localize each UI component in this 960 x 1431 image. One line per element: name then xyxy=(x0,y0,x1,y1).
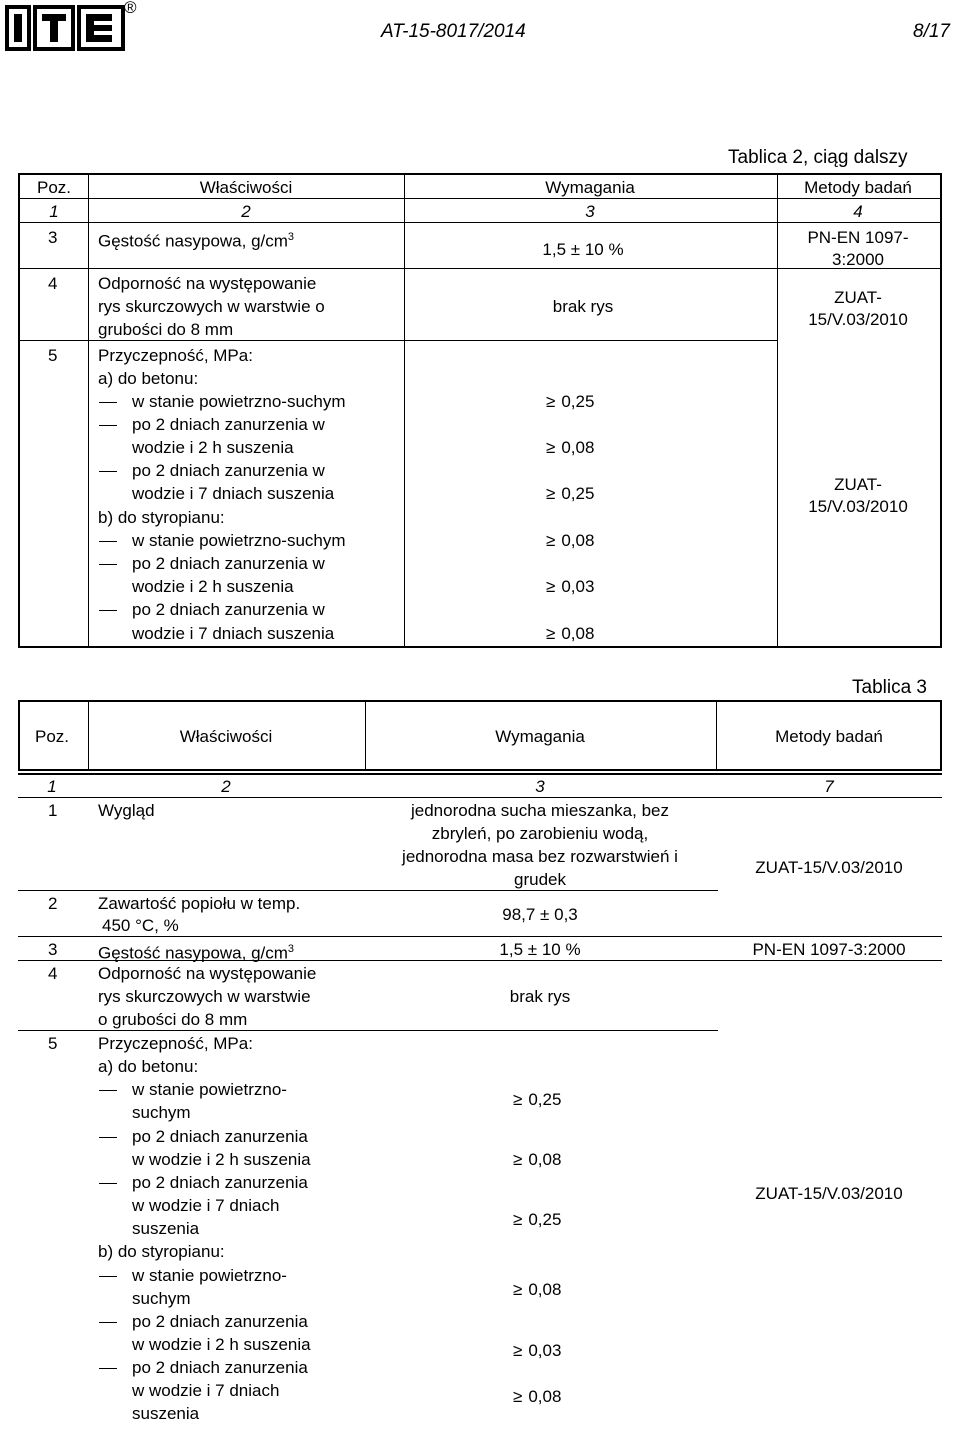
t2-row5-title: Przyczepność, MPa: xyxy=(98,346,253,365)
table2-caption: Tablica 2, ciąg dalszy xyxy=(728,147,908,168)
t2-colnum-2: 2 xyxy=(241,202,251,221)
t3-row5-value-b1: ≥ 0,08 xyxy=(513,1280,562,1299)
t3-row2-requirement: 98,7 ± 0,3 xyxy=(502,905,578,924)
t3-header-methods: Metody badań xyxy=(775,727,883,746)
t2-header-poz: Poz. xyxy=(36,178,72,197)
t2-header-methods: Metody badań xyxy=(804,178,912,197)
dash-bullet xyxy=(99,564,117,565)
dash-bullet xyxy=(99,1322,117,1323)
t3-row3-property: Gęstość nasypowa, $g/cm^3$ xyxy=(98,943,295,963)
t3-row5-value-b3: ≥ 0,08 xyxy=(513,1387,562,1406)
t2-row5-value-a3: ≥ 0,25 xyxy=(546,484,595,503)
itb-logo xyxy=(4,4,126,52)
t3-row5-b2-line2: w wodzie i 2 h suszenia xyxy=(132,1335,311,1354)
dash-bullet xyxy=(99,471,117,472)
t2-row5-method-line1: ZUAT- xyxy=(834,475,882,494)
t3-row3-method: PN-EN 1097-3:2000 xyxy=(752,940,906,959)
t2-row5-value-b1: ≥ 0,08 xyxy=(546,531,595,550)
t3-row4-property-line1: Odporność na występowanie xyxy=(98,964,317,983)
t2-row5-b2-line2: wodzie i 2 h suszenia xyxy=(132,577,294,596)
t3-row5-b1-line2: suchym xyxy=(132,1289,191,1308)
t2-row5-value-b3: ≥ 0,08 xyxy=(546,624,595,643)
t2-row5-a-label: a) do betonu: xyxy=(98,369,199,388)
dash-bullet xyxy=(99,1368,117,1369)
t3-row4-property-line3: o grubości do 8 mm xyxy=(98,1010,248,1029)
t3-rows1-2-method: ZUAT-15/V.03/2010 xyxy=(755,858,903,877)
t2-row3-requirement: 1,5 ± 10 % xyxy=(542,240,624,259)
t3-colnum-3: 3 xyxy=(535,777,545,796)
table3-caption: Tablica 3 xyxy=(852,677,927,698)
t2-row5-b3-line1: po 2 dniach zanurzenia w xyxy=(132,600,325,619)
t3-row5-a3-line2: w wodzie i 7 dniach xyxy=(132,1196,280,1215)
t3-row4-property-line2: rys skurczowych w warstwie xyxy=(98,987,311,1006)
t2-row5-value-a1: ≥ 0,25 xyxy=(546,392,595,411)
dash-bullet xyxy=(99,1090,117,1091)
t2-row5-a3-line2: wodzie i 7 dniach suszenia xyxy=(132,484,335,503)
t3-row5-b3-line1: po 2 dniach zanurzenia xyxy=(132,1358,308,1377)
t2-row4-method-line1: ZUAT- xyxy=(834,288,882,307)
t3-row5-b1-line1: w stanie powietrzno- xyxy=(132,1266,287,1285)
t2-row5-b2-line1: po 2 dniach zanurzenia w xyxy=(132,554,325,573)
t2-row5-a2-line1: po 2 dniach zanurzenia w xyxy=(132,415,325,434)
t3-row5-value-a2: ≥ 0,08 xyxy=(513,1150,562,1169)
t2-row5-b1: w stanie powietrzno-suchym xyxy=(132,531,346,550)
t3-row3-no: 3 xyxy=(48,940,58,959)
dash-bullet xyxy=(99,610,117,611)
t2-row5-a1: w stanie powietrzno-suchym xyxy=(132,392,346,411)
t3-row1-req-line1: jednorodna sucha mieszanka, bez xyxy=(411,801,669,820)
t2-colnum-1: 1 xyxy=(49,202,59,221)
t2-row3-method-line1: PN-EN 1097- xyxy=(807,228,909,247)
registered-mark: ® xyxy=(124,0,137,17)
t3-row1-no: 1 xyxy=(48,801,58,820)
t3-row1-req-line4: grudek xyxy=(514,870,566,889)
t2-row4-property-line2: rys skurczowych w warstwie o xyxy=(98,297,325,316)
t3-row2-property-line1: Zawartość popiołu w temp. xyxy=(98,894,301,913)
t2-header-requirements: Wymagania xyxy=(545,178,635,197)
t3-row5-a1-line1: w stanie powietrzno- xyxy=(132,1080,287,1099)
dash-bullet xyxy=(99,541,117,542)
t3-row1-property: Wygląd xyxy=(98,801,155,820)
t2-row5-a3-line1: po 2 dniach zanurzenia w xyxy=(132,461,325,480)
t3-row5-value-a1: ≥ 0,25 xyxy=(513,1090,562,1109)
t3-row4-no: 4 xyxy=(48,964,58,983)
t2-row5-method-line2: 15/V.03/2010 xyxy=(808,497,908,516)
t3-row5-a2-line2: w wodzie i 2 h suszenia xyxy=(132,1150,311,1169)
t3-row3-requirement: 1,5 ± 10 % xyxy=(499,940,581,959)
t2-row5-b-label: b) do styropianu: xyxy=(98,508,225,527)
dash-bullet xyxy=(99,1276,117,1277)
t3-colnum-1: 1 xyxy=(47,777,57,796)
t3-row5-a1-line2: suchym xyxy=(132,1103,191,1122)
t2-row4-property-line3: grubości do 8 mm xyxy=(98,320,234,339)
t2-row4-method-line2: 15/V.03/2010 xyxy=(808,310,908,329)
t2-row4-no: 4 xyxy=(48,274,58,293)
t3-row5-b2-line1: po 2 dniach zanurzenia xyxy=(132,1312,308,1331)
t3-row1-req-line3: jednorodna masa bez rozwarstwień i xyxy=(402,847,678,866)
t2-row4-requirement: brak rys xyxy=(552,297,614,316)
dash-bullet xyxy=(99,425,117,426)
t2-header-properties: Właściwości xyxy=(199,178,293,197)
t3-header-poz: Poz. xyxy=(34,727,70,746)
t2-row3-no: 3 xyxy=(48,228,58,247)
t3-row4-requirement: brak rys xyxy=(509,987,571,1006)
t3-header-requirements: Wymagania xyxy=(495,727,585,746)
t2-colnum-3: 3 xyxy=(585,202,595,221)
t2-row5-b3-line2: wodzie i 7 dniach suszenia xyxy=(132,624,335,643)
dash-bullet xyxy=(99,1183,117,1184)
t3-row5-value-a3: ≥ 0,25 xyxy=(513,1210,562,1229)
t3-row5-no: 5 xyxy=(48,1034,58,1053)
t2-row5-no: 5 xyxy=(48,346,58,365)
t2-row4-property-line1: Odporność na występowanie xyxy=(98,274,317,293)
t3-row5-value-b2: ≥ 0,03 xyxy=(513,1341,562,1360)
t3-row5-b3-line3: suszenia xyxy=(132,1404,200,1423)
t3-row5-a2-line1: po 2 dniach zanurzenia xyxy=(132,1127,308,1146)
t3-rows4-5-method: ZUAT-15/V.03/2010 xyxy=(755,1184,903,1203)
t2-row3-property: Gęstość nasypowa, $g/cm^3$ xyxy=(98,231,295,251)
page-number: 8/17 xyxy=(913,21,950,42)
t2-row5-value-b2: ≥ 0,03 xyxy=(546,577,595,596)
t3-row5-a-label: a) do betonu: xyxy=(98,1057,199,1076)
t3-row2-property-line2: 450 °C, % xyxy=(102,916,179,935)
t3-row5-b-label: b) do styropianu: xyxy=(98,1242,225,1261)
t3-row1-req-line2: zbryleń, po zarobieniu wodą, xyxy=(431,824,649,843)
t3-row5-a3-line3: suszenia xyxy=(132,1219,200,1238)
t3-row5-a3-line1: po 2 dniach zanurzenia xyxy=(132,1173,308,1192)
t3-row2-no: 2 xyxy=(48,894,58,913)
t3-colnum-4: 7 xyxy=(824,777,834,796)
t3-colnum-2: 2 xyxy=(221,777,231,796)
t3-row5-title: Przyczepność, MPa: xyxy=(98,1034,253,1053)
t3-header-properties: Właściwości xyxy=(179,727,273,746)
t2-colnum-4: 4 xyxy=(853,202,863,221)
dash-bullet xyxy=(99,402,117,403)
dash-bullet xyxy=(99,1137,117,1138)
t2-row5-a2-line2: wodzie i 2 h suszenia xyxy=(132,438,294,457)
t2-row3-method-line2: 3:2000 xyxy=(832,250,884,269)
document-number: AT-15-8017/2014 xyxy=(381,21,526,42)
t3-row5-b3-line2: w wodzie i 7 dniach xyxy=(132,1381,280,1400)
t2-row5-value-a2: ≥ 0,08 xyxy=(546,438,595,457)
